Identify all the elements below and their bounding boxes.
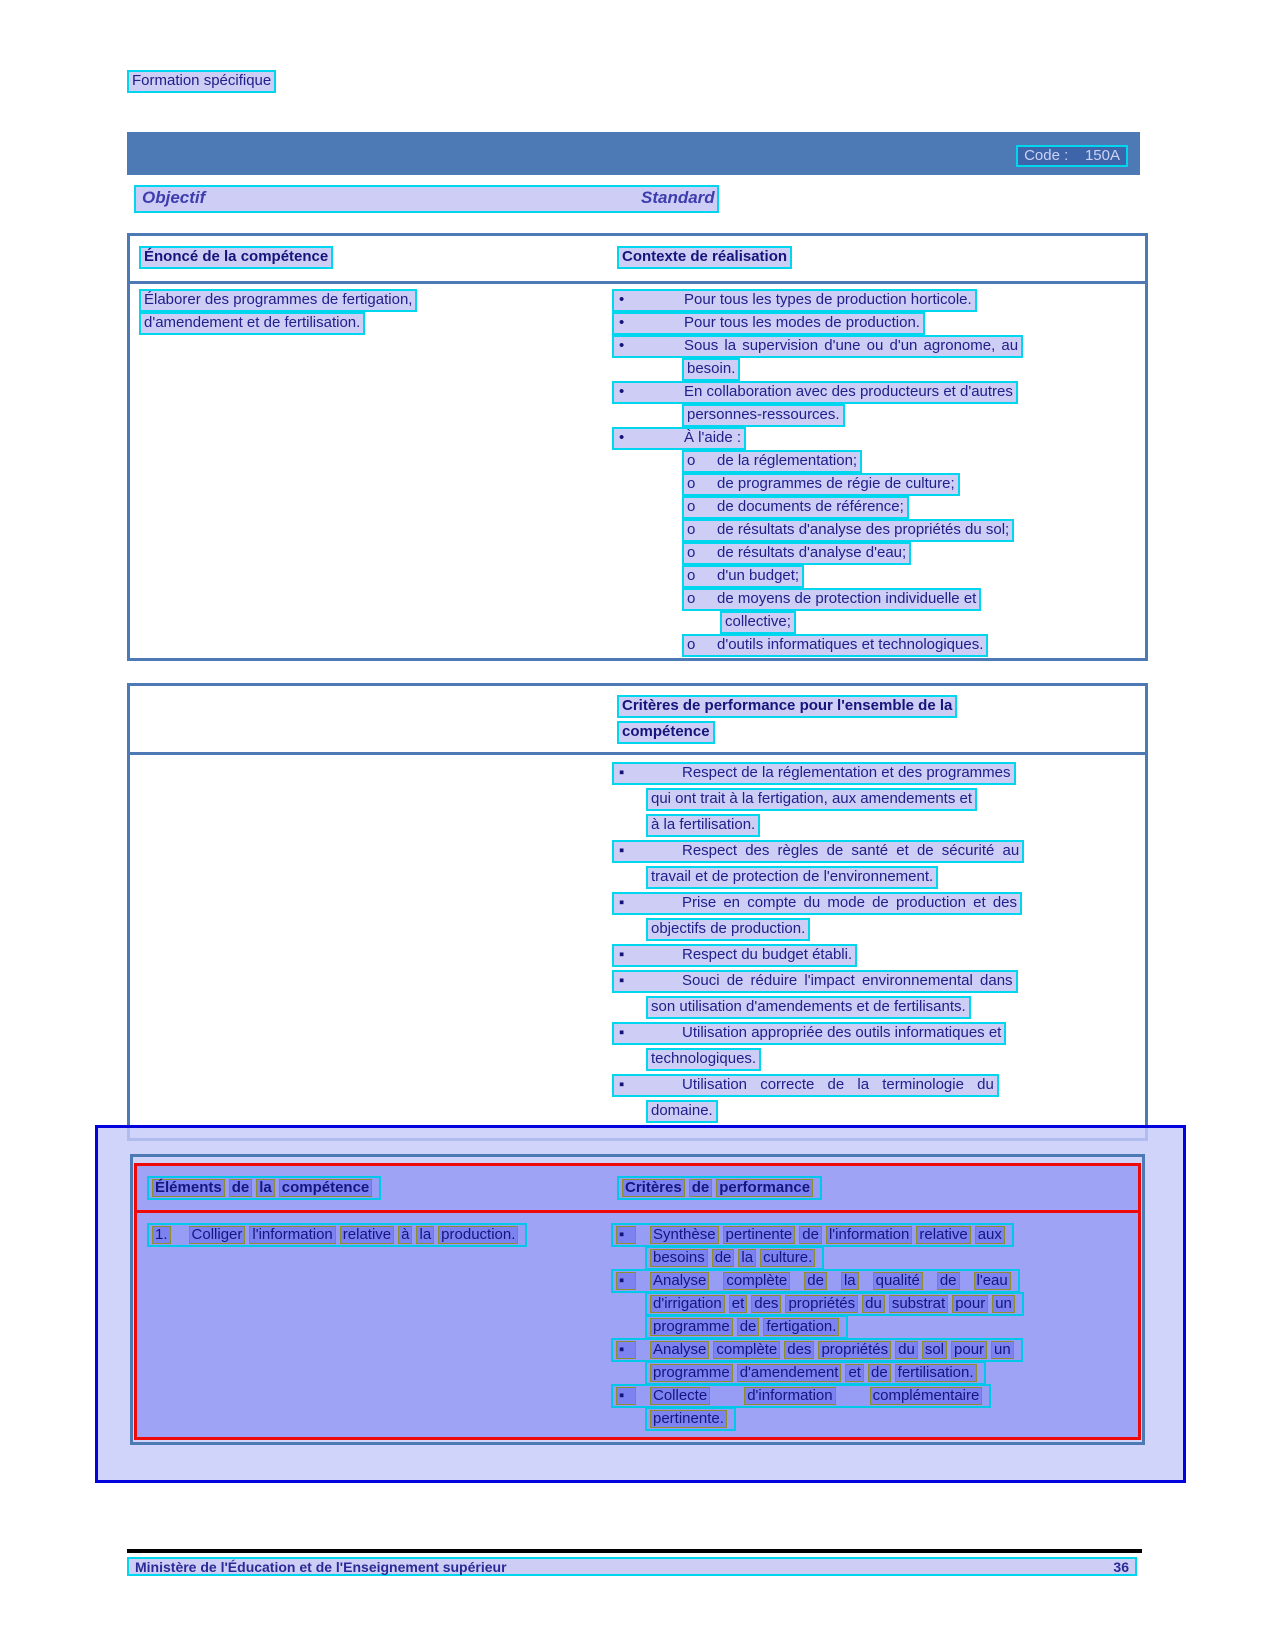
word-box: des [751,1295,781,1313]
line-text: de résultats d'analyse d'eau; [717,544,907,561]
highlight-box [612,427,746,450]
text-line [139,289,417,312]
table2-header-cell [617,695,957,747]
highlight-box [682,404,845,427]
bullet-marker: ▪ [619,1076,625,1093]
elements-competence-table [134,1163,1141,1440]
highlight-box: Élaborer des programmes de fertigation, [139,289,417,312]
title-banner [127,132,1140,175]
highlight-box [682,565,804,588]
sub-bullet-marker: o [687,475,696,492]
line-box [645,1315,848,1339]
text-line [147,1223,527,1246]
line-text: d'outils informatiques et technologiques. [717,636,984,653]
text-line [612,358,1140,381]
line-box [147,1223,527,1247]
word-box: sol [922,1341,947,1359]
word-box: du [895,1341,918,1359]
sub-bullet-marker: o [687,452,696,469]
word-box: culture. [760,1249,815,1267]
word-box: performance [716,1179,813,1197]
word-box: un [992,1295,1015,1313]
footer-page-number: 36 [1113,1558,1129,1575]
highlight-box [612,840,1024,863]
line-text: Respect des règles de santé et de sécurité au [682,842,1020,859]
text-line [612,611,1140,634]
highlight-box [682,519,1014,542]
line-text: qui ont trait à la fertigation, aux amendements et [651,790,973,807]
bottom-right-cell [611,1223,1121,1430]
word-box: Collecte [650,1387,710,1405]
text-line [611,1407,1121,1430]
bottom-header-row [137,1166,1138,1213]
bullet-marker: ▪ [619,764,625,781]
word-box: l'information [826,1226,912,1244]
text-line [612,289,1140,312]
line-text: objectifs de production. [651,920,806,937]
footer-rule [127,1549,1142,1553]
word-box: aux [975,1226,1005,1244]
word-box: l'information [249,1226,335,1244]
text-line [611,1361,1121,1384]
line-text: Pour tous les types de production horticole. [684,291,972,308]
text-line [612,404,1140,427]
text-line [612,519,1140,542]
table1-right-cell [612,289,1140,657]
word-box: Synthèse [650,1226,719,1244]
word-box: programme [650,1364,733,1382]
word-box: pour [952,1295,988,1313]
word-box: substrat [889,1295,948,1313]
highlight-box [612,892,1022,915]
word-box: de [737,1318,760,1336]
word-box: propriétés [818,1341,891,1359]
line-box [611,1269,1020,1293]
line-text: Utilisation correcte de la terminologie du [682,1076,994,1093]
sub-bullet-marker: o [687,590,696,607]
highlight-box [720,611,796,634]
text-line [612,970,1140,996]
highlight-box [612,289,977,312]
line-text: besoin. [687,360,736,377]
line-text: de documents de référence; [717,498,904,515]
objectif-standard-heading [134,185,719,213]
text-line [612,565,1140,588]
line-box [617,1176,822,1200]
formation-label: Formation spécifique [127,70,276,93]
highlight-box [682,450,862,473]
table2-header-row [130,686,1145,755]
highlight-box [612,381,1018,404]
word-box: du [862,1295,885,1313]
text-line [612,892,1140,918]
text-line [611,1223,1121,1246]
text-line [612,542,1140,565]
bottom-header-right [617,1176,822,1200]
word-box: la [738,1249,756,1267]
word-box: pour [951,1341,987,1359]
text-line [611,1384,1121,1407]
bullet-marker: ▪ [616,1226,636,1244]
sub-bullet-marker: o [687,636,696,653]
text-line [612,762,1140,788]
word-box: Colliger [189,1226,246,1244]
text-line [612,381,1140,404]
table1-header-row [130,236,1145,284]
text-line [612,866,1140,892]
line-text: Utilisation appropriée des outils informatiques et [682,1024,1002,1041]
text-line [612,944,1140,970]
word-box: production. [438,1226,518,1244]
table1-header-left: Énoncé de la compétence [139,246,333,269]
word-box: compétence [279,1179,373,1197]
line-text: de résultats d'analyse des propriétés du sol; [717,521,1010,538]
highlight-box [646,1048,761,1071]
text-line [612,918,1140,944]
text-line [611,1269,1121,1292]
text-line [612,1022,1140,1048]
line-box [611,1384,991,1408]
line-text: de la réglementation; [717,452,858,469]
line-text: travail et de protection de l'environnement. [651,868,934,885]
text-line [612,788,1140,814]
line-text: domaine. [651,1102,713,1119]
highlight-box [612,762,1016,785]
bullet-marker: ▪ [619,1024,625,1041]
word-box: d'information [744,1387,835,1405]
highlight-box [682,358,740,381]
sub-bullet-marker: o [687,521,696,538]
bullet-marker: ▪ [619,972,625,989]
highlight-box [682,588,981,611]
bullet-marker: ▪ [619,842,625,859]
text-line [612,335,1140,358]
text-line [612,1048,1140,1074]
line-text: À l'aide : [684,429,742,446]
line-text: à la fertilisation. [651,816,756,833]
sub-bullet-marker: o [687,544,696,561]
word-box: de [229,1179,253,1197]
highlight-box [646,866,938,889]
line-text: de moyens de protection individuelle et [717,590,977,607]
word-box: l'eau [974,1272,1011,1290]
word-box: un [991,1341,1014,1359]
highlight-box [646,996,971,1019]
word-box: complète [723,1272,790,1290]
word-box: de [868,1364,891,1382]
bullet-marker: • [619,291,625,308]
highlight-box [612,335,1023,358]
highlight-box [612,1022,1006,1045]
word-box: programme [650,1318,733,1336]
highlight-box: d'amendement et de fertilisation. [139,312,365,335]
word-box: de [804,1272,827,1290]
line-box [645,1407,736,1431]
text-line [617,721,957,747]
bullet-marker: ▪ [619,946,625,963]
word-box: à [398,1226,412,1244]
word-box: d'amendement [737,1364,842,1382]
highlight-box [646,918,810,941]
word-box: Analyse [650,1341,709,1359]
word-box: et [729,1295,748,1313]
text-line [612,473,1140,496]
bullet-marker: • [619,429,625,446]
word-box: de [712,1249,735,1267]
sub-bullet-marker: o [687,567,696,584]
word-box: d'irrigation [650,1295,725,1313]
table1-left-cell [139,289,417,335]
competence-context-table [127,233,1148,661]
bottom-left-cell [147,1223,527,1246]
sub-bullet-marker: o [687,498,696,515]
word-box: relative [916,1226,970,1244]
highlight-box [646,788,977,811]
text-line [612,1074,1140,1100]
highlight-box [682,496,909,519]
line-box [147,1176,381,1200]
bullet-marker: ▪ [616,1272,636,1290]
standard-heading: Standard [641,188,715,207]
line-text: son utilisation d'amendements et de fertilisants. [651,998,966,1015]
word-box: propriétés [785,1295,858,1313]
highlight-box [612,312,925,335]
highlight-box [646,814,760,837]
highlight-box [682,634,988,657]
line-text: Respect de la réglementation et des programmes [682,764,1011,781]
line-text: Respect du budget établi. [682,946,853,963]
bullet-marker: ▪ [619,894,625,911]
word-box: la [416,1226,434,1244]
objectif-heading: Objectif [142,188,206,207]
word-box: Analyse [650,1272,709,1290]
code-badge: Code : 150A [1016,145,1128,167]
highlight-box [612,970,1018,993]
word-box: de [799,1226,822,1244]
line-box [645,1361,986,1385]
highlight-box [612,944,857,967]
bullet-marker: • [619,383,625,400]
highlight-box [682,542,911,565]
bullet-marker: ▪ [616,1341,636,1359]
line-text: d'un budget; [717,567,800,584]
text-line [612,996,1140,1022]
text-line [611,1246,1121,1269]
text-line [612,588,1140,611]
text-line [612,427,1140,450]
performance-criteria-table [127,683,1148,1141]
table2-right-cell [612,762,1140,1126]
text-line [612,312,1140,335]
highlight-box: Critères de performance pour l'ensemble de la [617,695,957,718]
word-box: fertigation. [763,1318,839,1336]
text-line [612,1100,1140,1126]
word-box: fertilisation. [895,1364,977,1382]
line-text: Sous la supervision d'une ou d'un agronome, au [684,337,1019,354]
word-box: complète [713,1341,780,1359]
word-box: besoins [650,1249,708,1267]
line-text: de programmes de régie de culture; [717,475,955,492]
footer [127,1557,1137,1576]
text-line [612,634,1140,657]
word-box: qualité [873,1272,923,1290]
highlight-box [612,1074,999,1097]
bullet-marker: ▪ [616,1387,636,1405]
text-line [612,840,1140,866]
line-text: Prise en compte du mode de production et des [682,894,1018,911]
line-text: personnes-ressources. [687,406,840,423]
word-box: Critères [622,1179,685,1197]
line-text: Souci de réduire l'impact environnemental dans [682,972,1013,989]
line-box [611,1223,1014,1247]
line-box [611,1338,1023,1362]
line-text: Pour tous les modes de production. [684,314,920,331]
bullet-marker: • [619,314,625,331]
table1-header-right: Contexte de réalisation [617,246,792,269]
word-box: de [689,1179,713,1197]
bullet-marker: • [619,337,625,354]
word-box: et [845,1364,864,1382]
word-box: complémentaire [870,1387,983,1405]
highlight-box [646,1100,718,1123]
line-text: technologiques. [651,1050,757,1067]
text-line [612,450,1140,473]
text-line [139,312,417,335]
word-box: pertinente. [650,1410,727,1428]
text-line [611,1292,1121,1315]
highlight-box [682,473,960,496]
line-text: collective; [725,613,791,630]
word-box: de [937,1272,960,1290]
line-text: En collaboration avec des producteurs et d'autres [684,383,1013,400]
text-line [611,1315,1121,1338]
line-box [645,1292,1024,1316]
bottom-header-left [147,1176,381,1200]
word-box: pertinente [723,1226,796,1244]
footer-ministry-label: Ministère de l'Éducation et de l'Enseignement supérieur [135,1558,507,1575]
word-box: relative [340,1226,394,1244]
highlight-box: compétence [617,721,715,744]
text-line [617,695,957,721]
text-line [612,496,1140,519]
text-line [612,814,1140,840]
word-box: la [841,1272,859,1290]
text-line [611,1338,1121,1361]
word-box: la [256,1179,275,1197]
line-box [645,1246,824,1270]
word-box: des [784,1341,814,1359]
word-box: 1. [152,1226,171,1244]
word-box: Éléments [152,1179,225,1197]
